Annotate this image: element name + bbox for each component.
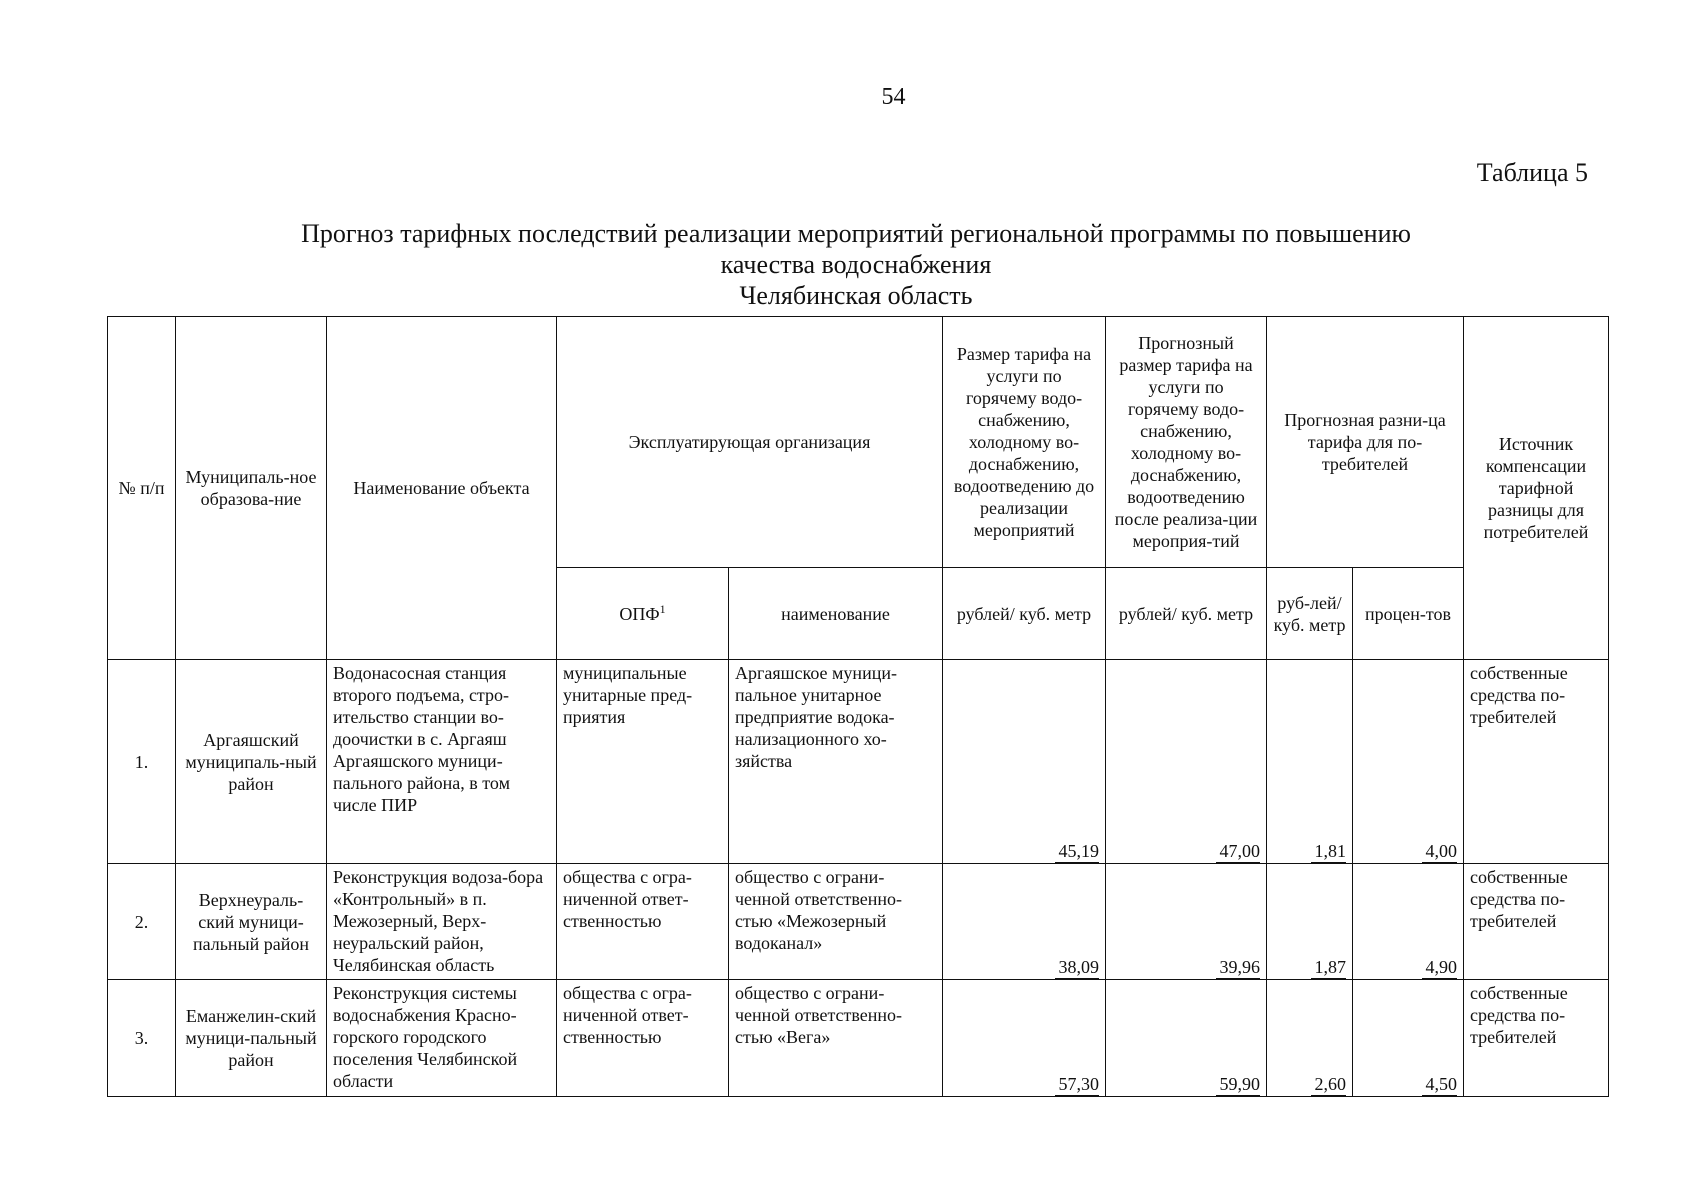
row-diff-rub: [1267, 980, 1353, 1097]
table-row: [108, 980, 1609, 1097]
row-source: собственные средства по-требителей: [1464, 864, 1609, 980]
header-num: № п/п: [108, 317, 176, 660]
row-num: 1.: [108, 660, 176, 864]
row-tariff-after-value: 39,96: [1216, 956, 1261, 979]
row-municipality: Еманжелин-ский муници-пальный район: [176, 980, 327, 1097]
document-title: [250, 218, 1462, 311]
header-unit-diff-rub: руб-лей/ куб. метр: [1267, 568, 1353, 660]
header-difference: Прогнозная разни-ца тарифа для по-требителей: [1267, 317, 1464, 568]
header-unit-before: рублей/ куб. метр: [943, 568, 1106, 660]
table-row: [108, 864, 1609, 980]
row-diff-pct: [1353, 864, 1464, 980]
row-object: Реконструкция водоза-бора «Контрольный» в п. Межозерный, Верх-неуральский район, Челябинская область: [327, 864, 557, 980]
row-diff-pct: [1353, 980, 1464, 1097]
row-tariff-before: [943, 864, 1106, 980]
row-tariff-after: [1106, 660, 1267, 864]
title-line-1: Прогноз тарифных последствий реализации мероприятий региональной программы по повышению: [301, 219, 1411, 248]
row-municipality: Верхнеураль-ский муници-пальный район: [176, 864, 327, 980]
row-opf: муниципальные унитарные пред-приятия: [557, 660, 729, 864]
table-row: [108, 660, 1609, 864]
title-line-3: Челябинская область: [739, 281, 973, 310]
header-row-1: [108, 317, 1609, 568]
row-org-name: Аргаяшское муници-пальное унитарное предприятие водока-нализационного хо-зяйства: [729, 660, 943, 864]
page-number: 54: [881, 84, 906, 110]
table-label: Таблица 5: [1476, 158, 1588, 187]
row-tariff-before-value: 45,19: [1055, 840, 1100, 863]
header-unit-after: рублей/ куб. метр: [1106, 568, 1267, 660]
row-tariff-after-value: 59,90: [1216, 1073, 1261, 1096]
row-diff-pct-value: 4,50: [1422, 1073, 1458, 1096]
header-unit-diff-pct: процен-тов: [1353, 568, 1464, 660]
row-opf: общества с огра-ниченной ответ-ственностью: [557, 864, 729, 980]
title-line-2: качества водоснабжения: [720, 250, 992, 279]
row-diff-pct-value: 4,00: [1422, 840, 1458, 863]
row-tariff-before-value: 57,30: [1055, 1073, 1100, 1096]
header-object: Наименование объекта: [327, 317, 557, 660]
row-tariff-before: [943, 660, 1106, 864]
row-diff-rub: [1267, 660, 1353, 864]
row-opf: общества с огра-ниченной ответ-ственностью: [557, 980, 729, 1097]
header-org-name: наименование: [729, 568, 943, 660]
footnote-marker: 1: [659, 601, 666, 616]
row-source: собственные средства по-требителей: [1464, 980, 1609, 1097]
row-tariff-after: [1106, 980, 1267, 1097]
row-tariff-after-value: 47,00: [1216, 840, 1261, 863]
row-diff-rub: [1267, 864, 1353, 980]
row-tariff-before-value: 38,09: [1055, 956, 1100, 979]
row-source: собственные средства по-требителей: [1464, 660, 1609, 864]
row-org-name: общество с ограни-ченной ответственно-стью «Межозерный водоканал»: [729, 864, 943, 980]
header-tariff-before: Размер тарифа на услуги по горячему водо-снабжению, холодному во-доснабжению, водоотведению до реализации мероприятий: [943, 317, 1106, 568]
row-tariff-before: [943, 980, 1106, 1097]
row-object: Водонасосная станция второго подъема, стро-ительство станции во-доочистки в с. Аргаяш Аргаяшского муници-пального района, в том числе ПИР: [327, 660, 557, 864]
header-municipality: Муниципаль-ное образова-ние: [176, 317, 327, 660]
header-opf-text: ОПФ: [619, 603, 660, 624]
row-num: 3.: [108, 980, 176, 1097]
header-tariff-after: Прогнозный размер тарифа на услуги по горячему водо-снабжению, холодному во-доснабжению, водоотведению после реализа-ции мероприя-тий: [1106, 317, 1267, 568]
header-opf: [557, 568, 729, 660]
row-diff-rub-value: 1,81: [1311, 840, 1347, 863]
row-org-name: общество с ограни-ченной ответственно-стью «Вега»: [729, 980, 943, 1097]
row-diff-pct-value: 4,90: [1422, 956, 1458, 979]
row-diff-rub-value: 2,60: [1311, 1073, 1347, 1096]
row-num: 2.: [108, 864, 176, 980]
row-object: Реконструкция системы водоснабжения Красно-горского городского поселения Челябинской области: [327, 980, 557, 1097]
row-municipality: Аргаяшский муниципаль-ный район: [176, 660, 327, 864]
row-diff-rub-value: 1,87: [1311, 956, 1347, 979]
row-diff-pct: [1353, 660, 1464, 864]
header-operator: Эксплуатирующая организация: [557, 317, 943, 568]
header-source: Источник компенсации тарифной разницы для потребителей: [1464, 317, 1609, 660]
row-tariff-after: [1106, 864, 1267, 980]
tariff-table: [107, 316, 1609, 1097]
